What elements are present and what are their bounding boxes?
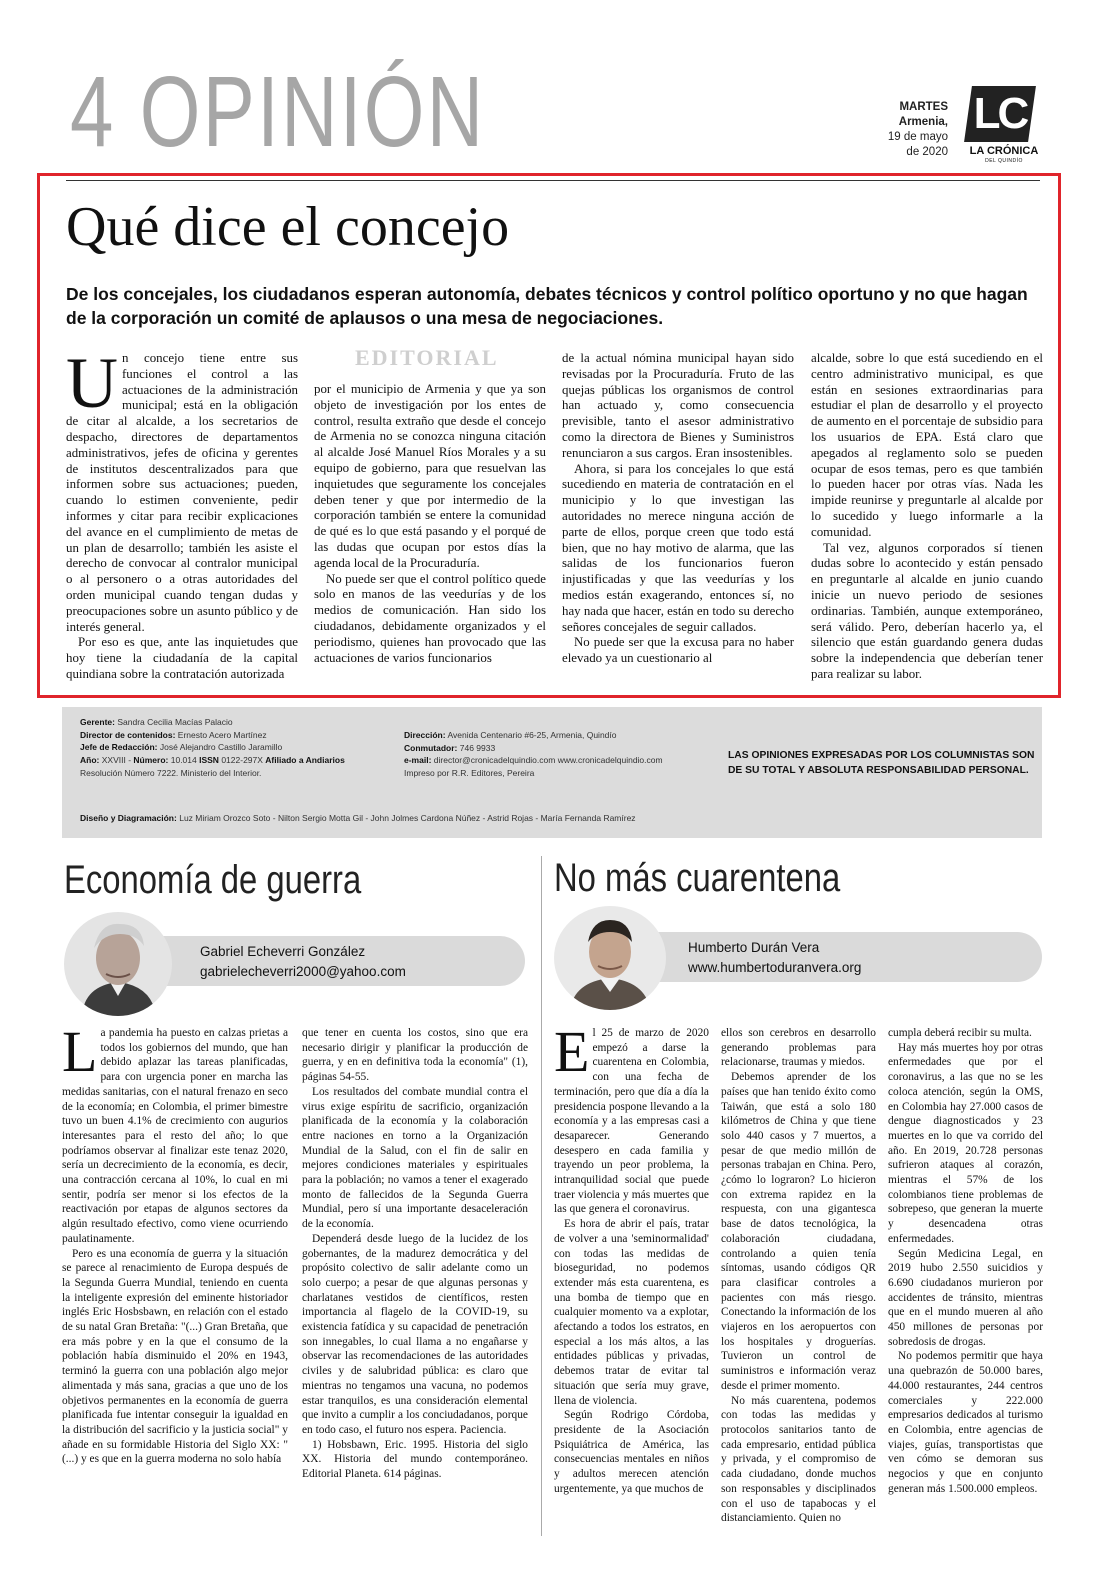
article-paragraph: Es hora de abrir el país, tratar de volver a una 'seminormalidad' con todas las medidas de bioseguridad, no podemos extender más esta cuarentena, es una bomba de tiempo que en cualquier momento va a explotar, afectando a todos los estratos, en especial a los más altos, a las entidades públicas y privadas, debemos tratar de evitar tal situación que sería muy grave, llena de violencia. <box>554 1218 709 1407</box>
column-right-text-2 <box>721 1026 876 1526</box>
masthead-staff <box>80 716 345 780</box>
article-paragraph: que tener en cuenta los costos, sino que era necesario dirigir y planificar la producción de guerra, y en en definitiva toda la economía" (1), páginas 54-55. <box>302 1027 528 1084</box>
editorial-column-1 <box>66 343 298 683</box>
label-direccion: Dirección: <box>404 730 446 740</box>
column-right-dropcap: E <box>554 1019 590 1084</box>
column-left-dropcap: L <box>62 1019 98 1084</box>
article-paragraph: Los resultados del combate mundial contra el virus exige espíritu de sacrificio, organización planificada de la economía y la colaboración entre naciones en torno a la Organización Mundial de la Salud, con el fin de salir en mejores condiciones materiales y espirituales para la población; no vamos a tener el exagerado monto de fallecidos de la Segunda Guerra Mundial, pero sí una importante desaceleración de la economía. <box>302 1085 528 1231</box>
value-afiliado: Afiliado a Andiarios <box>265 755 345 766</box>
editorial-top-rule <box>66 180 1040 181</box>
value-impreso: Impreso por R.R. Editores, Pereira <box>404 768 535 779</box>
dateline-date-2: de 2020 <box>906 146 948 158</box>
label-diseno: Diseño y Diagramación: <box>80 813 177 823</box>
value-conmutador: 746 9933 <box>459 742 496 753</box>
column-divider <box>541 856 542 1536</box>
editorial-dropcap: U <box>66 343 118 423</box>
disclaimer-line-2: DE SU TOTAL Y ABSOLUTA RESPONSABILIDAD PERSONAL. <box>728 765 1029 776</box>
editorial-paragraph: Ahora, si para los concejales lo que está sucediendo en materia de contratación en el municipio y lo que investigan las autoridades no merece ninguna acción de parte de ellos, porque creen que todo está bien, que no hay motivo de alarma, que las salidas de los funcionarios fueron injustificadas y que las veedurías y los medios están exagerando, entonces sí, no hay nada que hacer, están en todo su derecho señores concejales de seguir callados. <box>562 461 794 634</box>
value-issn: 0122-297X <box>221 755 263 766</box>
column-left-author: Gabriel Echeverri González <box>200 944 366 959</box>
label-jefe: Jefe de Redacción: <box>80 742 158 753</box>
article-paragraph: No podemos permitir que haya una quebrazón de 50.000 bares, 44.000 restaurantes, 244 centros comerciales y 222.000 empresarios dedicados al turismo en Colombia, entre agencias de viajes, guías, transportistas que ven cómo se demoran sus negocios y que en conjunto generan más 1.500.000 empleos. <box>888 1350 1043 1495</box>
section-header: 4 OPINIÓN <box>70 56 486 168</box>
logo-subtitle: DEL QUINDÍO <box>985 158 1023 164</box>
disclaimer-line-1: LAS OPINIONES EXPRESADAS POR LOS COLUMNISTAS SON <box>728 750 1035 761</box>
editorial-paragraph: n concejo tiene entre sus funciones el control a las actuaciones de la administración municipal; está en la obligación de citar al alcalde, a los secretarios de despacho, directores de departamentos administrativos, jefes de oficina y gerentes de institutos descentralizados para que informen sobre sus actuaciones; pueden, cuando lo estimen conveniente, pedir informes y citar para recibir explicaciones del avance en el cumplimiento de metas de un plan de desarrollo; también les asiste el derecho de convocar al contralor municipal o al personero o a otras autoridades del orden municipal cuando tengan dudas y preocupaciones sobre un asunto público y de interés general. <box>66 351 298 634</box>
author-photo-left <box>64 912 172 1016</box>
label-ano: Año: <box>80 755 100 766</box>
editorial-paragraph: por el municipio de Armenia y que ya son objeto de investigación por los entes de control, resulta extraño que desde el concejo de Armenia no se conozca ninguna citación al alcalde José Manuel Ríos Morales y a su equipo de gobierno, para que resuelvan las inquietudes que seguramente los concejales deben tener y que por intermedio de la corporación también se entere la comunidad de qué es lo que está pasando y el porqué de las dudas que ocupan por estos días la agenda local de la Procuraduría. <box>314 382 546 570</box>
editorial-lead: De los concejales, los ciudadanos esperan autonomía, debates técnicos y control político oportuno y no que hagan de la corporación un comité de aplausos o una mesa de negociaciones. <box>66 284 1028 328</box>
value-email: director@cronicadelquindio.com www.cronicadelquindio.com <box>433 755 663 766</box>
label-conmutador: Conmutador: <box>404 742 458 753</box>
masthead-design <box>80 812 636 825</box>
editorial-column-3 <box>562 351 794 667</box>
article-paragraph: 1) Hobsbawn, Eric. 1995. Historia del siglo XX. Historia del mundo contemporáneo. Editorial Planeta. 614 páginas. <box>302 1438 528 1481</box>
article-paragraph: Hay más muertes hoy por otras enfermedades que por el coronavirus, a las que no se les coloca atención, según la OMS, en Colombia hay 27.000 casos de dengue diagnosticados y 23 muertes en lo que va corrido del año. En 2019, 20.728 personas sufrieron ataques al corazón, mientras el 57% de los colombianos tiene problemas de sobrepeso, que generan la muerte y desencadena otras enfermedades. <box>888 1041 1043 1245</box>
article-paragraph: No más cuarentena, podemos con todas las medidas y protocolos sanitarios tanto de cada empresario, entidad pública y privada, y el compromiso de cada ciudadano, donde muchos son responsables y disciplinados con el uso de tapabocas y el distanciamiento. Quien no <box>721 1394 876 1525</box>
article-paragraph: a pandemia ha puesto en calzas prietas a todos los gobiernos del mundo, que han debido aplazar las tareas planificadas, para con urgencia poner en marcha las medidas sanitarias, con el natural frenazo en seco de la economía; en Colombia, el primer bimestre tuvo un buen 4.1% de crecimiento con augurios interesantes para el resto del año; lo que podríamos observar al finalizar este tenaz 2020, sería un decrecimiento de la economía, es decir, una contracción cercana al 10%, lo cual en mi sentir, podría ser menor si los efectos de la reactivación por etapas de algunos sectores da algún resultado efectivo, como viene ocurriendo paulatinamente. <box>62 1027 288 1245</box>
editorial-paragraph: alcalde, sobre lo que está sucediendo en el centro administrativo municipal, es que están en sesiones extraordinarias para estudiar el plan de desarrollo y el proyecto de aumento en el porcentaje de subsidio para los usuarios de EPA. Está claro que apegados al reglamento solo se pueden ocupar de esos temas, pero es que también lo pueden hacer por otras vías. Nada les impide reunirse y preguntarle al alcalde por lo sucedido y luego informarle a la comunidad. <box>811 351 1043 539</box>
editorial-paragraph: de la actual nómina municipal hayan sido revisadas por la Procuraduría. Fruto de las quejas públicas los organismos de control han actuado y, como consecuencia previsible, tanto el asesor administrativo como la directora de Bienes y Suministros renunciaron a sus cargos. Eran insostenibles. <box>562 351 794 460</box>
label-director: Director de contenidos: <box>80 729 176 740</box>
editorial-paragraph: Tal vez, algunos corporados sí tienen dudas sobre lo acontecido y están pensado en preguntarle al alcalde en junio cuando inicie un nuevo periodo de sesiones ordinarias. También, aunque extemporáneo, será válido. Pero, deberían hacerlo ya, el silencio que están guardando genera dudas sobre la independencia que deberían tener para realizar su labor. <box>811 540 1043 681</box>
editorial-title: Qué dice el concejo <box>66 196 510 258</box>
dateline-day: MARTES <box>899 101 948 113</box>
logo-letters: LC <box>973 89 1027 138</box>
value-ano: XXVIII - <box>101 755 132 766</box>
dateline-date-1: 19 de mayo <box>887 131 948 143</box>
column-right-author: Humberto Durán Vera <box>688 940 820 955</box>
value-director: Ernesto Acero Martínez <box>177 729 267 740</box>
logo-name: LA CRÓNICA <box>969 145 1039 157</box>
editorial-paragraph: No puede ser que la excusa para no haber elevado ya un cuestionario al <box>562 635 794 666</box>
label-gerente: Gerente: <box>80 717 115 727</box>
label-email: e-mail: <box>404 755 432 766</box>
dateline <box>860 100 948 160</box>
article-paragraph: Dependerá desde luego de la lucidez de los gobernantes, de la madurez democrática y del propósito colectivo de salir adelante como un solo cuerpo; a pesar de que algunas personas y charlatanes vestidos de científicos, resten importancia al flagelo de la COVID-19, su existencia fatídica y su capacidad de penetración son innegables, lo cual llama a no engañarse y observar las recomendaciones de las autoridades civiles y de salubridad pública: es claro que mientras no tengamos una vacuna, no podemos estar tranquilos, es una consideración elemental que invito a cumplir a los conciudadanos, porque en todo caso, el futuro nos espera. Paciencia. <box>302 1232 528 1436</box>
article-paragraph: ellos son cerebros en desarrollo generando problemas para relacionarse, traumas y miedos. <box>721 1027 876 1069</box>
label-issn: ISSN <box>199 755 219 766</box>
column-left-text-1 <box>62 1019 288 1467</box>
value-numero: 10.014 <box>170 755 197 766</box>
editorial-paragraph: Por eso es que, ante las inquietudes que hoy tiene la ciudadanía de la capital quindiana sobre la contratación autorizada <box>66 635 298 681</box>
value-resolucion: Resolución Número 7222. Ministerio del Interior. <box>80 767 262 778</box>
editorial-column-2 <box>314 382 546 666</box>
editorial-label: EDITORIAL <box>355 345 499 370</box>
column-right-text-1 <box>554 1019 709 1497</box>
value-direccion: Avenida Centenario #6-25, Armenia, Quindío <box>447 730 617 740</box>
column-left-text-2 <box>302 1026 528 1482</box>
value-jefe: José Alejandro Castillo Jaramillo <box>159 742 283 753</box>
column-right-text-3 <box>888 1026 1043 1497</box>
article-paragraph: Pero es una economía de guerra y la situación se parece al renacimiento de Europa después de la Segunda Guerra Mundial, teniendo en cuenta la inteligente expresión del eminente historiador inglés Eric Hosbsbawn, en relación con el estado de su natal Gran Bretaña: "(...) Gran Bretaña, que era más pobre y en la que el consumo de la población había disminuido el 20% en 1943, terminó la guerra con una población algo mejor alimentada y más sana, gracias a que uno de los objetivos permanentes en la economía de guerra planificada fue intentar conseguir la igualdad en la distribución del sacrificio y la justicia social" y añade en su formidable Historia del Siglo XX: "(...) y es que en la guerra moderna no solo había <box>62 1247 288 1466</box>
article-paragraph: l 25 de marzo de 2020 empezó a darse la cuarentena en Colombia, con una fecha de terminación, pero que día a día la presidencia pospone llevando a la economía y a las empresas casi a desaparecer. Generando desespero en cada familia y trayendo un peor problema, la intranquilidad social que puede traer violencia y más muertes que las que genera el coronavirus. <box>554 1027 709 1216</box>
editorial-paragraph: No puede ser que el control político quede solo en manos de las veedurías y de los medios de comunicación. Han sido los ciudadanos, debidamente organizados y el periodismo, quienes han provocado que las actuaciones de varios funcionarios <box>314 571 546 665</box>
column-left-title: Economía de guerra <box>64 858 362 902</box>
masthead-disclaimer <box>728 748 1034 778</box>
article-paragraph: Debemos aprender de los países que han tenido éxito como Taiwán, que está a solo 180 kilómetros de China y que tiene solo 440 casos y 7 muertos, a pesar de que medio millón de personas trabajan en China. Pero, ¿cómo lo lograron? Lo hicieron con extrema rapidez en la respuesta, con una gigantesca base de datos tecnológica, la colaboración ciudadana, controlando a quien tenía síntomas, usando códigos QR para clasificar controles a pacientes con más riesgo. Conectando la información de los viajeros en los aeropuertos con los hospitales y droguerías. Tuvieron un control de suministros e información veraz desde el primer momento. <box>721 1071 876 1392</box>
value-gerente: Sandra Cecilia Macías Palacio <box>117 717 233 727</box>
column-right-website: www.humbertoduranvera.org <box>688 960 862 975</box>
column-left-email: gabrielecheverri2000@yahoo.com <box>200 964 406 979</box>
editorial-column-4 <box>811 351 1043 683</box>
value-diseno: Luz Miriam Orozco Soto - Nilton Sergio Motta Gil - John Jolmes Cardona Núñez - Astrid Rojas - María Fernanda Ramírez <box>179 813 636 823</box>
article-paragraph: Según Rodrigo Córdoba, presidente de la Asociación Psiquiátrica de América, las consecuencias mentales en niños y adultos merecen atención urgentemente, ya que muchos de <box>554 1409 709 1495</box>
article-paragraph: Según Medicina Legal, en 2019 hubo 2.550 suicidios y 6.690 ciudadanos murieron por accidentes de tránsito, mientras que en el mundo mueren al año 450 millones de personas por sobredosis de drogas. <box>888 1247 1043 1348</box>
dateline-city: Armenia, <box>898 116 948 128</box>
masthead-contact <box>404 729 663 780</box>
author-photo-right <box>554 906 666 1010</box>
column-right-title: No más cuarentena <box>554 856 841 900</box>
article-paragraph: cumpla deberá recibir su multa. <box>888 1027 1032 1039</box>
label-numero: Número: <box>133 755 169 766</box>
